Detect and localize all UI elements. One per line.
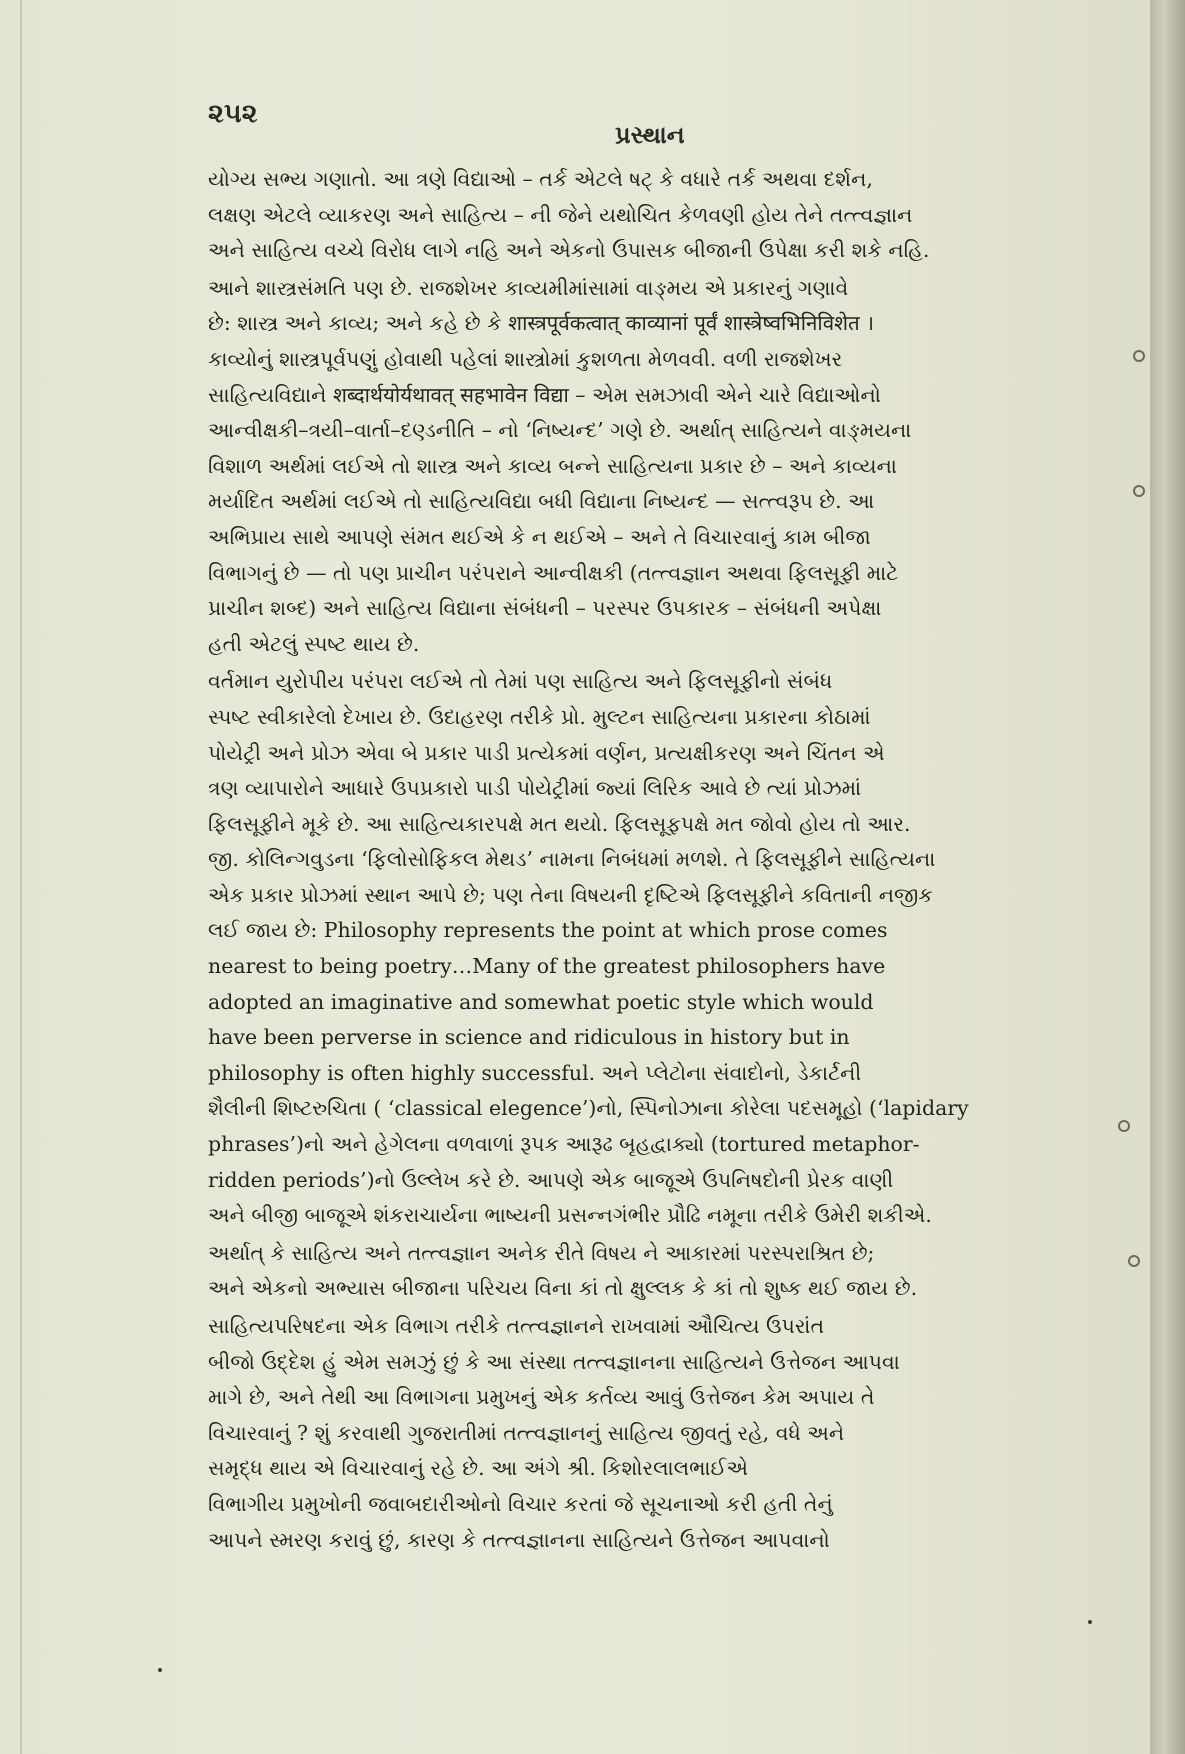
paragraph-3: વર્તમાન યુરોપીય પરંપરા લઈએ તો તેમાં પણ સાહિત્ય અને ફિલસૂફીનો સંબંધ સ્પષ્ટ સ્વીકારેલો દેખાય છે. ઉદાહરણ તરીકે પ્રો. મુલ્ટન સાહિત્યના પ્રકારના કોઠામાં પોયેટ્રી અને પ્રોઝ એવા બે પ્રકાર પાડી પ્રત્યેકમાં વર્ણન, પ્રત્યક્ષીકરણ અને ચિંતન એ ત્રણ વ્યાપારોને આધારે ઉપપ્રકારો પાડી પોયેટ્રીમાં જ્યાં લિરિક આવે છે ત્યાં પ્રોઝમાં ફિલસૂફીને મૂકે છે. આ સાહિત્યકારપક્ષે મત થયો. ફિલસૂફપક્ષે મત જોવો હોય તો આર. જી. કોલિન્ગવુડના ‘ફિલોસોફિકલ મેથડ’ નામના નિબંધમાં મળશે. તે ફિલસૂફીને સાહિત્યના એક પ્રકાર પ્રોઝમાં સ્થાન આપે છે; પણ તેના વિષયની દૃષ્ટિએ ફિલસૂફીને કવિતાની નજીક લઈ જાય છે: Philosophy represents the point at which prose comes nearest to being poetry…Many of the greatest philosophers have adopted an imaginative and somewhat poetic style which would have been perverse in science and ridiculous in history but in philosophy is often highly successful. અને પ્લેટોના સંવાદોનો, ડેકાર્ટની શૈલીની શિષ્ટરુચિતા ( ‘classical elegence’)નો, સ્પિનોઝાના કોરેલા પદસમૂહો (‘lapidary phrases’)નો અને હેગેલના વળવાળાં રૂપક આરૂઢ બૃહદ્વાક્યો (tortured metaphor- ridden periods’)નો ઉલ્લેખ કરે છે. આપણે એક બાજૂએ ઉપનિષદોની પ્રેરક વાણી અને બીજી બાજૂએ શંકરાચાર્યના ભાષ્યની પ્રસન્નગંભીર પ્રૌઢિ નમૂના તરીકે ઉમેરી શકીએ.	[208, 669, 969, 1228]
page-number: ૨૫૨	[208, 98, 258, 129]
paragraph-4: અર્થાત્ કે સાહિત્ય અને તત્ત્વજ્ઞાન અનેક રીતે વિષય ને આકારમાં પરસ્પરાશ્રિત છે; અને એકનો અભ્યાસ બીજાના પરિચય વિના કાં તો ક્ષુલ્લક કે કાં તો શુષ્ક થઈ જાય છે.	[208, 1240, 918, 1301]
binding-hole-icon	[1133, 350, 1145, 362]
binding-hole-icon	[1133, 485, 1145, 497]
binding-hole-icon	[1128, 1255, 1140, 1267]
ink-speck-icon	[1088, 1620, 1092, 1624]
body-text	[208, 162, 1093, 1558]
ink-speck-icon	[158, 1668, 162, 1672]
running-title: પ્રસ્થાન	[615, 120, 685, 149]
page-fold-line	[20, 0, 22, 1754]
paragraph-1: યોગ્ય સભ્ય ગણાતો. આ ત્રણે વિદ્યાઓ – તર્ક એટલે ષટ્ કે વધારે તર્ક અથવા દર્શન, લક્ષણ એટલે વ્યાકરણ અને સાહિત્ય – ની જેને યથોચિત કેળવણી હોય તેને તત્ત્વજ્ઞાન અને સાહિત્ય વચ્ચે વિરોધ લાગે નહિ અને એકનો ઉપાસક બીજાની ઉપેક્ષા કરી શકે નહિ.	[208, 167, 930, 263]
page-edge	[1150, 0, 1185, 1754]
binding-hole-icon	[1118, 1120, 1130, 1132]
paragraph-2: આને શાસ્ત્રસંમતિ પણ છે. રાજશેખર કાવ્યમીમાંસામાં વાઙ્મય એ પ્રકારનું ગણાવે છે: શાસ્ત્ર અને કાવ્ય; અને કહે છે કે शास्त्रपूर्वकत्वात् काव्यानां पूर्वं शास्त्रेष्वभिनिविशेत । કાવ્યોનું શાસ્ત્રપૂર્વપણું હોવાથી પહેલાં શાસ્ત્રોમાં કુશળતા મેળવવી. વળી રાજશેખર સાહિત્યવિદ્યાને शब्दार्थयोर्यथावत् सहभावेन विद्या – એમ સમઝાવી એને ચારે વિદ્યાઓનો આન્વીક્ષકી–ત્રયી–વાર્તા–દણ્ડનીતિ – નો ‘નિષ્યન્દ’ ગણે છે. અર્થાત્ સાહિત્યને વાઙ્મયના વિશાળ અર્થમાં લઈએ તો શાસ્ત્ર અને કાવ્ય બન્ને સાહિત્યના પ્રકાર છે – અને કાવ્યના મર્યાદિત અર્થમાં લઈએ તો સાહિત્યવિદ્યા બધી વિદ્યાના નિષ્યન્દ — સત્ત્વરૂપ છે. આ અભિપ્રાય સાથે આપણે સંમત થઈએ કે ન થઈએ – અને તે વિચારવાનું કામ બીજા વિભાગનું છે — તો પણ પ્રાચીન પરંપરાને આન્વીક્ષકી (તત્ત્વજ્ઞાન અથવા ફિલસૂફી માટે પ્રાચીન શબ્દ) અને સાહિત્ય વિદ્યાના સંબંધની – પરસ્પર ઉપકારક – સંબંધની અપેક્ષા હતી એટલું સ્પષ્ટ થાય છે.	[208, 275, 912, 656]
paragraph-5: સાહિત્યપરિષદના એક વિભાગ તરીકે તત્ત્વજ્ઞાનને રાખવામાં ઔચિત્ય ઉપરાંત બીજો ઉદ્દેશ હું એમ સમઝું છું કે આ સંસ્થા તત્ત્વજ્ઞાનના સાહિત્યને ઉત્તેજન આપવા માગે છે, અને તેથી આ વિભાગના પ્રમુખનું એક કર્તવ્ય આવું ઉત્તેજન કેમ અપાય તે વિચારવાનું ? શું કરવાથી ગુજરાતીમાં તત્ત્વજ્ઞાનનું સાહિત્ય જીવતું રહે, વધે અને સમૃદ્ધ થાય એ વિચારવાનું રહે છે. આ અંગે શ્રી. કિશોરલાલભાઈએ વિભાગીય પ્રમુખોની જવાબદારીઓનો વિચાર કરતાં જે સૂચનાઓ કરી હતી તેનું આપને સ્મરણ કરાવું છું, કારણ કે તત્ત્વજ્ઞાનના સાહિત્યને ઉત્તેજન આપવાનો	[208, 1314, 900, 1552]
